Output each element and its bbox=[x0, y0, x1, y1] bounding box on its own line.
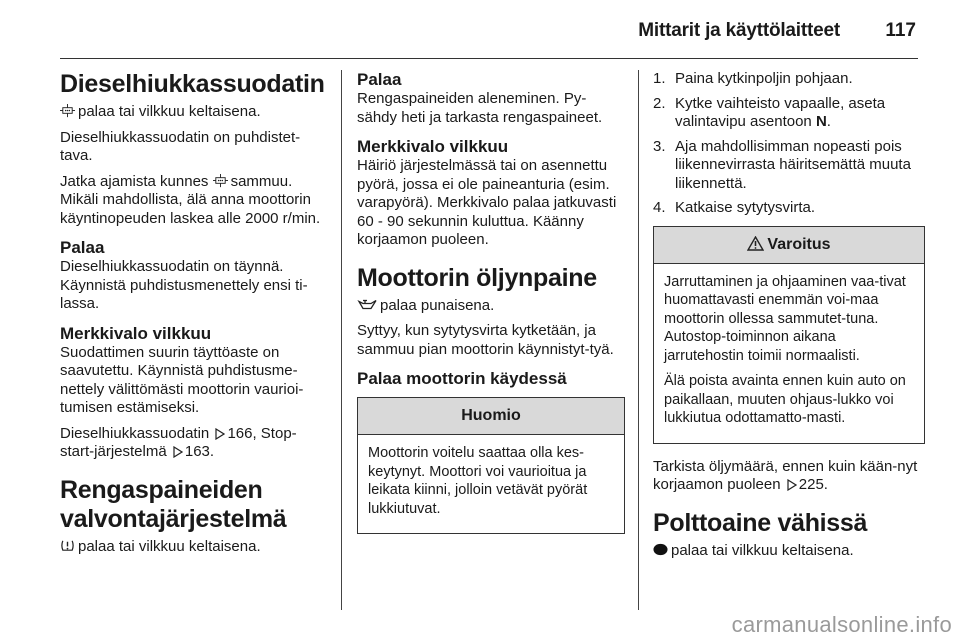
subheading-palaa-moottorin-kaydessa: Palaa moottorin käydessä bbox=[357, 369, 567, 388]
paragraph: palaa tai vilkkuu keltaisena. bbox=[653, 542, 925, 561]
diesel-particulate-filter-icon bbox=[213, 173, 228, 188]
subheading-palaa: Palaa bbox=[357, 70, 402, 89]
paragraph: Häiriö järjestelmässä tai on asennettu pyörä, jossa ei ole paineanturia (esim. varapyörä). Merkkivalo palaa jatkuvasti 60 - 90 sekunnin kuluttua. Käänny korjaamon puoleen. bbox=[357, 157, 617, 248]
page-number: 117 bbox=[885, 20, 916, 41]
list-item: 4. Katkaise sytytysvirta. bbox=[653, 199, 816, 216]
diesel-particulate-filter-icon bbox=[60, 103, 75, 118]
paragraph: Suodattimen suurin täyttöaste on saavutettu. Käynnistä puhdistusme-nettely välittömästi moottorin vaurioi-tumisen estämiseksi. bbox=[60, 343, 304, 416]
paragraph: Dieselhiukkassuodatin on täynnä. Käynnistä puhdistusmenettely ensi ti-lassa. bbox=[60, 258, 308, 312]
list-item: 3. Aja mahdollisimman nopeasti pois liikennevirrasta häiritsemättä muuta liikennettä. bbox=[653, 137, 911, 192]
paragraph: Syttyy, kun sytytysvirta kytketään, ja sammuu pian moottorin käynnistyt-tyä. bbox=[357, 322, 614, 358]
notice-title: Huomio bbox=[358, 398, 624, 435]
list-item: 1. Paina kytkinpoljin pohjaan. bbox=[653, 70, 853, 87]
paragraph: palaa tai vilkkuu keltaisena. bbox=[60, 103, 328, 122]
section-heading-tpms: Rengaspaineiden valvontajärjestelmä bbox=[60, 475, 287, 533]
watermark: carmanualsonline.info bbox=[731, 612, 952, 637]
paragraph: Tarkista öljymäärä, ennen kuin kään-nyt korjaamon puoleen 225. bbox=[653, 457, 918, 493]
paragraph: palaa punaisena. bbox=[357, 297, 625, 316]
paragraph: palaa tai vilkkuu keltaisena. bbox=[60, 538, 328, 557]
column-right bbox=[653, 70, 925, 567]
paragraph: Rengaspaineiden aleneminen. Py-sähdy heti ja tarkasta rengaspaineet. bbox=[357, 90, 603, 126]
chapter-title: Mittarit ja käyttölaitteet bbox=[638, 20, 840, 41]
warning-triangle-icon bbox=[747, 236, 764, 251]
notice-box bbox=[357, 397, 625, 534]
page-reference-icon bbox=[787, 479, 797, 491]
oil-can-icon bbox=[357, 297, 377, 312]
page-reference-icon bbox=[173, 446, 183, 458]
section-heading-dpf: Dieselhiukkassuodatin bbox=[60, 70, 325, 98]
column-divider bbox=[638, 70, 639, 610]
column-middle bbox=[357, 70, 625, 548]
section-heading-fuel: Polttoaine vähissä bbox=[653, 508, 868, 537]
warning-header: Varoitus bbox=[654, 227, 924, 264]
warning-text: Jarruttaminen ja ohjaaminen vaa-tivat huomattavasti enemmän voi-maa moottorin ollessa sammutet-tuna. Autostop-toiminnon aikana jarrutehostin toimii normaalisti. bbox=[664, 273, 906, 364]
subheading-merkkivalo-vilkkuu: Merkkivalo vilkkuu bbox=[60, 323, 212, 343]
subheading-merkkivalo-vilkkuu: Merkkivalo vilkkuu bbox=[357, 137, 509, 156]
paragraph: Dieselhiukkassuodatin on puhdistet-tava. bbox=[60, 128, 301, 164]
column-left bbox=[60, 70, 328, 563]
section-heading-oil-pressure: Moottorin öljynpaine bbox=[357, 263, 597, 292]
fuel-low-icon bbox=[653, 542, 668, 557]
warning-text: Älä poista avainta ennen kuin auto on paikallaan, muuten ohjaus-lukko voi lukkiutua odottamatto-masti. bbox=[664, 373, 906, 426]
warning-box bbox=[653, 226, 925, 444]
page-header bbox=[60, 0, 918, 59]
list-item: 2. Kytke vaihteisto vapaalle, aseta valintavipu asentoon N. bbox=[653, 94, 886, 130]
page-reference-icon bbox=[215, 428, 225, 440]
cross-reference: Dieselhiukkassuodatin 166, Stop- start-järjestelmä 163. bbox=[60, 424, 297, 460]
paragraph: Jatka ajamista kunnes sammuu. Mikäli mahdollista, älä anna moottorin käyntinopeuden laskea alle 2000 r/min. bbox=[60, 172, 321, 227]
procedure-steps bbox=[653, 70, 925, 218]
column-divider bbox=[341, 70, 342, 610]
tire-pressure-icon bbox=[60, 538, 75, 553]
subheading-palaa: Palaa bbox=[60, 238, 105, 257]
notice-text: Moottorin voitelu saattaa olla kes-keytynyt. Moottori voi vaurioitua ja leikata kiinni, jolloin vetävät pyörät lukkiutuvat. bbox=[368, 445, 588, 517]
